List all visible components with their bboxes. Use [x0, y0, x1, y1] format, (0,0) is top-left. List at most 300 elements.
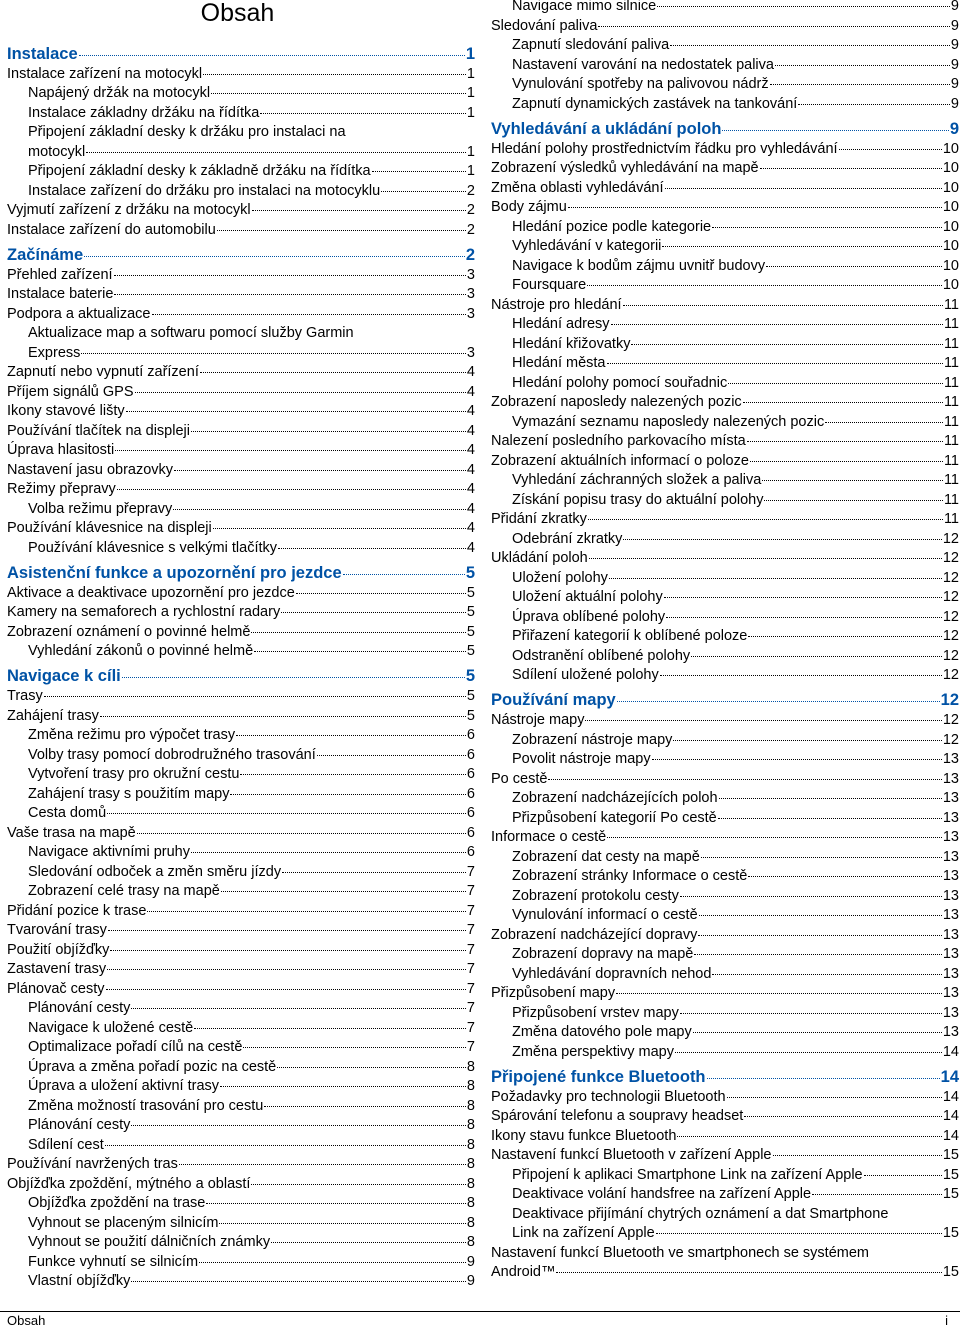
toc-entry-row	[491, 1088, 959, 1108]
toc-entry-label: Informace o cestě	[491, 829, 607, 845]
toc-entry-label: Přidání pozice k trase	[7, 902, 147, 919]
toc-entry-row	[491, 237, 959, 257]
toc-entry[interactable]	[7, 765, 475, 785]
toc-page-number: 10	[942, 140, 959, 157]
toc-heading-label: Navigace k cíli	[7, 667, 121, 685]
toc-page-number: 8	[466, 1136, 475, 1153]
toc-entry-label: Hledání polohy prostřednictvím řádku pro vyhledávání	[491, 140, 838, 157]
toc-entry-row	[7, 182, 475, 202]
toc-entry[interactable]	[7, 746, 475, 766]
toc-entry[interactable]	[7, 1116, 475, 1136]
toc-entry[interactable]	[491, 1088, 959, 1108]
dot-leader	[137, 833, 466, 834]
toc-entry[interactable]	[491, 75, 959, 95]
toc-entry[interactable]	[491, 335, 959, 355]
toc-entry[interactable]	[491, 867, 959, 887]
toc-page-number: 5	[466, 584, 475, 601]
toc-entry[interactable]	[491, 1166, 959, 1186]
toc-entry[interactable]	[7, 687, 475, 707]
toc-entry[interactable]	[491, 588, 959, 608]
toc-entry[interactable]	[7, 162, 475, 182]
toc-entry-row	[491, 257, 959, 277]
footer-divider	[0, 1311, 960, 1312]
toc-entry[interactable]	[491, 179, 959, 199]
toc-page-number: 8	[466, 1156, 475, 1172]
toc-entry[interactable]	[7, 221, 475, 241]
dot-leader	[660, 675, 942, 676]
toc-entry-label: Připojení základní desky k základně držáku na řídítka	[28, 163, 371, 179]
toc-entry-label: Foursquare	[512, 277, 587, 293]
toc-entry-label: Přizpůsobení kategorií Po cestě	[512, 809, 717, 826]
toc-entry-row	[491, 945, 959, 965]
toc-entry[interactable]	[7, 1019, 475, 1039]
toc-entry-row	[7, 665, 475, 687]
toc-entry[interactable]	[7, 182, 475, 202]
dot-leader	[762, 480, 943, 481]
toc-entry-row	[491, 452, 959, 472]
toc-entry[interactable]	[7, 1077, 475, 1097]
toc-entry[interactable]	[491, 789, 959, 809]
toc-entry-label: Deaktivace přijímání chytrých oznámení a dat Smartphone	[512, 1205, 889, 1222]
toc-entry[interactable]	[7, 539, 475, 559]
toc-page-number: 12	[942, 589, 959, 605]
toc-entry[interactable]	[491, 965, 959, 985]
toc-entry[interactable]	[491, 770, 959, 790]
toc-entry-row	[7, 285, 475, 305]
toc-entry-row	[491, 984, 959, 1004]
toc-entry[interactable]	[491, 647, 959, 667]
toc-entry-row	[7, 980, 475, 1000]
toc-entry[interactable]	[491, 296, 959, 316]
toc-page-number: 15	[942, 1186, 959, 1202]
toc-page-number: 6	[466, 727, 475, 743]
dot-leader	[698, 935, 942, 936]
toc-page-number: 4	[466, 520, 475, 536]
toc-entry[interactable]	[491, 608, 959, 628]
dot-leader	[147, 911, 465, 912]
toc-entry-row	[491, 140, 959, 160]
toc-entry[interactable]	[7, 1155, 475, 1175]
toc-page-number: 9	[950, 17, 959, 34]
toc-page-number: 3	[466, 344, 475, 361]
toc-entry[interactable]	[491, 666, 959, 686]
toc-entry-row	[7, 441, 475, 461]
toc-entry-label: Napájený držák na motocykl	[28, 85, 211, 101]
toc-entry-label: Uložení polohy	[512, 569, 608, 586]
dot-leader	[251, 632, 465, 633]
toc-entry[interactable]	[7, 266, 475, 286]
toc-entry-row	[491, 0, 959, 17]
toc-entry-label: Sdílení cest	[28, 1136, 104, 1153]
toc-section-heading[interactable]	[7, 562, 475, 582]
dot-leader	[179, 1164, 466, 1165]
dot-leader	[712, 227, 942, 228]
toc-entry[interactable]	[491, 237, 959, 257]
toc-entry[interactable]	[491, 159, 959, 179]
toc-section-heading[interactable]	[491, 689, 959, 709]
toc-entry[interactable]	[7, 902, 475, 922]
toc-entry[interactable]	[491, 393, 959, 413]
toc-entry[interactable]	[491, 828, 959, 848]
toc-entry-label: Přiřazení kategorií k oblíbené poloze	[512, 628, 748, 644]
toc-page-number: 9	[950, 56, 959, 73]
toc-page-number: 5	[466, 688, 475, 704]
toc-entry-row	[7, 43, 475, 65]
toc-entry-label: Používání tlačítek na displeji	[7, 422, 190, 439]
toc-entry-label: Funkce vyhnutí se silnicím	[28, 1253, 199, 1270]
dot-leader	[221, 891, 466, 892]
toc-page-number: 11	[943, 355, 959, 371]
toc-entry[interactable]	[7, 882, 475, 902]
toc-entry-row	[7, 104, 475, 124]
toc-entry-row	[491, 56, 959, 76]
toc-page-number: 8	[466, 1117, 475, 1133]
toc-entry[interactable]	[7, 285, 475, 305]
toc-entry[interactable]	[491, 1146, 959, 1166]
toc-section-heading[interactable]	[491, 1066, 959, 1086]
toc-entry-row	[491, 1043, 959, 1063]
toc-entry-label: Změna perspektivy mapy	[512, 1043, 674, 1060]
toc-page-number: 1	[466, 85, 475, 101]
toc-entry-label: Úprava hlasitosti	[7, 442, 115, 458]
dot-leader	[666, 617, 942, 618]
toc-page-number: 14	[942, 1088, 959, 1105]
toc-entry[interactable]	[7, 383, 475, 403]
dot-leader	[191, 852, 466, 853]
toc-entry-row	[7, 707, 475, 727]
toc-page-number: 12	[942, 569, 959, 586]
toc-entry[interactable]	[7, 785, 475, 805]
toc-entry[interactable]	[491, 0, 959, 17]
toc-entry[interactable]	[491, 926, 959, 946]
toc-page-number: 4	[466, 481, 475, 497]
dot-leader	[587, 285, 942, 286]
toc-entry-row	[491, 926, 959, 946]
dot-leader	[609, 578, 942, 579]
dot-leader	[220, 1086, 466, 1087]
toc-entry[interactable]	[7, 500, 475, 520]
toc-entry-label: Instalace základny držáku na řídítka	[28, 104, 260, 121]
toc-entry-row	[491, 1224, 959, 1244]
toc-entry-label: Instalace baterie	[7, 286, 114, 302]
dot-leader	[694, 954, 942, 955]
toc-entry-row	[491, 335, 959, 355]
toc-entry-label: Zobrazení oznámení o povinné helmě	[7, 623, 251, 640]
toc-entry[interactable]	[7, 305, 475, 325]
toc-entry-label: Zobrazení nadcházejících poloh	[512, 790, 718, 806]
toc-entry[interactable]	[7, 480, 475, 500]
toc-entry[interactable]	[491, 1205, 959, 1244]
toc-entry[interactable]	[491, 36, 959, 56]
dot-leader	[864, 1175, 942, 1176]
toc-entry-label: Po cestě	[491, 770, 548, 787]
toc-page-number: 11	[943, 472, 959, 488]
toc-entry[interactable]	[491, 809, 959, 829]
toc-entry[interactable]	[7, 104, 475, 124]
toc-entry[interactable]	[7, 441, 475, 461]
toc-entry[interactable]	[491, 848, 959, 868]
dot-leader	[108, 930, 466, 931]
toc-entry-row	[7, 422, 475, 442]
toc-page-number: 4	[466, 539, 475, 556]
dot-leader	[81, 353, 466, 354]
toc-page-number: 9	[949, 119, 959, 138]
dot-leader	[251, 1184, 465, 1185]
dot-leader	[110, 950, 466, 951]
toc-entry-row	[7, 363, 475, 383]
toc-entry[interactable]	[491, 984, 959, 1004]
toc-page-number: 13	[942, 887, 959, 904]
toc-entry-row	[491, 627, 959, 647]
toc-entry[interactable]	[7, 422, 475, 442]
dot-leader	[656, 1233, 942, 1234]
toc-entry-row	[7, 1272, 475, 1292]
toc-entry-row	[491, 179, 959, 199]
toc-entry[interactable]	[7, 84, 475, 104]
dot-leader	[100, 716, 466, 717]
toc-entry[interactable]	[491, 1023, 959, 1043]
toc-entry[interactable]	[491, 491, 959, 511]
toc-page-number: 5	[466, 623, 475, 640]
dot-leader	[691, 656, 942, 657]
toc-entry-row	[7, 519, 475, 539]
toc-entry-label: Zapnutí dynamických zastávek na tankování	[512, 95, 798, 112]
toc-entry[interactable]	[491, 711, 959, 731]
toc-entry-row	[7, 804, 475, 824]
toc-page-number: 12	[942, 628, 959, 644]
toc-page-number: 11	[943, 374, 959, 391]
toc-entry-row	[7, 84, 475, 104]
dot-leader	[211, 93, 466, 94]
toc-entry-row	[491, 731, 959, 751]
toc-entry-label: Změna režimu pro výpočet trasy	[28, 727, 236, 743]
toc-entry-row	[491, 118, 959, 140]
toc-entry[interactable]	[491, 731, 959, 751]
toc-entry[interactable]	[491, 1004, 959, 1024]
toc-entry[interactable]	[7, 519, 475, 539]
toc-entry[interactable]	[7, 1233, 475, 1253]
toc-entry-row	[491, 315, 959, 335]
toc-entry-label: Zapnutí nebo vypnutí zařízení	[7, 364, 199, 380]
toc-section-heading[interactable]	[7, 244, 475, 264]
toc-entry[interactable]	[7, 707, 475, 727]
toc-entry[interactable]	[491, 17, 959, 37]
toc-entry[interactable]	[7, 461, 475, 481]
toc-page-number: 4	[466, 383, 475, 400]
toc-page-number: 12	[942, 647, 959, 664]
toc-entry-label: Zobrazení výsledků vyhledávání na mapě	[491, 160, 759, 176]
toc-entry-label: Vyhledání zákonů o povinné helmě	[28, 643, 254, 659]
toc-entry[interactable]	[7, 402, 475, 422]
toc-page-number: 4	[466, 461, 475, 478]
toc-entry-label: Hledání pozice podle kategorie	[512, 218, 712, 235]
toc-entry-row	[7, 1175, 475, 1195]
toc-entry-label: Nastavení funkcí Bluetooth ve smartphonech se systémem	[491, 1244, 869, 1261]
toc-entry-label: Vyjmutí zařízení z držáku na motocykl	[7, 202, 251, 218]
toc-entry[interactable]	[7, 1038, 475, 1058]
toc-page-number: 11	[943, 452, 959, 469]
toc-entry-label: Objížďka zpoždění, mýtného a oblastí	[7, 1175, 251, 1192]
toc-entry-label: Deaktivace volání handsfree na zařízení Apple	[512, 1186, 812, 1202]
toc-page-number: 8	[466, 1214, 475, 1231]
toc-entry[interactable]	[491, 1185, 959, 1205]
toc-entry-row	[7, 162, 475, 182]
dot-leader	[598, 26, 950, 27]
toc-entry[interactable]	[7, 201, 475, 221]
toc-page-number: 3	[466, 305, 475, 322]
toc-page-number: 7	[466, 980, 475, 997]
toc-entry-label: Kamery na semaforech a rychlostní radary	[7, 604, 281, 620]
toc-entry-row	[7, 1155, 475, 1175]
toc-entry[interactable]	[491, 1244, 959, 1283]
toc-page-number: 1	[466, 143, 475, 160]
toc-entry[interactable]	[491, 627, 959, 647]
dot-leader	[670, 45, 950, 46]
toc-page-number: 1	[466, 104, 475, 121]
toc-entry[interactable]	[7, 1136, 475, 1156]
toc-entry[interactable]	[7, 584, 475, 604]
toc-entry[interactable]	[7, 999, 475, 1019]
toc-entry[interactable]	[491, 374, 959, 394]
toc-entry[interactable]	[491, 569, 959, 589]
toc-entry-label: Instalace zařízení na motocykl	[7, 65, 203, 82]
toc-entry[interactable]	[7, 603, 475, 623]
dot-leader	[86, 152, 466, 153]
toc-entry-label: Zobrazení aktuálních informací o poloze	[491, 452, 749, 469]
toc-entry-row	[491, 588, 959, 608]
dot-leader	[317, 755, 466, 756]
dot-leader	[131, 1125, 466, 1126]
toc-entry-label: Tvarování trasy	[7, 922, 107, 938]
toc-section-heading[interactable]	[7, 43, 475, 63]
dot-leader	[743, 402, 943, 403]
toc-entry[interactable]	[7, 941, 475, 961]
toc-entry[interactable]	[491, 530, 959, 550]
toc-entry[interactable]	[7, 863, 475, 883]
toc-entry[interactable]	[7, 726, 475, 746]
toc-entry[interactable]	[491, 510, 959, 530]
toc-page-number: 9	[466, 1273, 475, 1289]
toc-entry-row	[7, 266, 475, 286]
toc-entry-label: Režimy přepravy	[7, 481, 116, 497]
toc-entry[interactable]	[7, 1175, 475, 1195]
toc-page-number: 7	[466, 1000, 475, 1016]
toc-page-number: 11	[943, 433, 959, 449]
toc-entry[interactable]	[491, 1107, 959, 1127]
toc-entry-row	[7, 785, 475, 805]
toc-entry[interactable]	[491, 906, 959, 926]
toc-entry[interactable]	[7, 363, 475, 383]
toc-page-number: 11	[943, 394, 959, 410]
toc-entry[interactable]	[491, 218, 959, 238]
toc-entry[interactable]	[7, 1097, 475, 1117]
toc-entry[interactable]	[491, 198, 959, 218]
toc-section-heading[interactable]	[7, 665, 475, 685]
toc-entry[interactable]	[491, 413, 959, 433]
toc-entry-row	[491, 770, 959, 790]
toc-entry[interactable]	[491, 945, 959, 965]
toc-page-number: 5	[466, 643, 475, 659]
toc-entry[interactable]	[491, 95, 959, 115]
toc-entry[interactable]	[491, 276, 959, 296]
toc-page-number: 1	[465, 44, 475, 63]
toc-entry-row	[491, 1185, 959, 1205]
dot-leader	[203, 74, 466, 75]
toc-entry[interactable]	[7, 1253, 475, 1273]
toc-entry[interactable]	[7, 960, 475, 980]
toc-page-number: 5	[466, 707, 475, 724]
toc-entry[interactable]	[7, 623, 475, 643]
toc-entry-row	[491, 1127, 959, 1147]
toc-entry-row	[7, 1038, 475, 1058]
toc-entry[interactable]	[7, 980, 475, 1000]
toc-entry[interactable]	[7, 824, 475, 844]
toc-entry-label: Nastavení jasu obrazovky	[7, 461, 174, 478]
toc-page-number: 15	[942, 1166, 959, 1183]
dot-leader	[106, 989, 466, 990]
dot-leader	[174, 470, 466, 471]
toc-entry[interactable]	[7, 1058, 475, 1078]
dot-leader	[152, 314, 466, 315]
toc-entry[interactable]	[491, 354, 959, 374]
toc-page-number: 11	[943, 413, 959, 430]
toc-entry[interactable]	[491, 56, 959, 76]
toc-entry-row	[491, 413, 959, 433]
toc-entry[interactable]	[491, 140, 959, 160]
toc-entry-label: Ikony stavové lišty	[7, 403, 125, 419]
toc-entry[interactable]	[7, 843, 475, 863]
toc-page-number: 5	[465, 563, 475, 582]
toc-entry-row	[491, 530, 959, 550]
toc-entry-row	[491, 17, 959, 37]
toc-entry[interactable]	[7, 642, 475, 662]
toc-entry-row	[7, 584, 475, 604]
toc-entry[interactable]	[491, 315, 959, 335]
toc-entry[interactable]	[491, 1043, 959, 1063]
toc-entry-row	[7, 941, 475, 961]
toc-entry-row	[491, 666, 959, 686]
toc-entry[interactable]	[491, 750, 959, 770]
toc-entry[interactable]	[7, 123, 475, 162]
toc-entry-label: Zahájení trasy	[7, 707, 99, 724]
toc-entry[interactable]	[491, 452, 959, 472]
toc-entry[interactable]	[7, 65, 475, 85]
toc-entry[interactable]	[491, 471, 959, 491]
toc-entry[interactable]	[491, 887, 959, 907]
toc-section-heading[interactable]	[491, 118, 959, 138]
toc-entry[interactable]	[491, 432, 959, 452]
toc-entry[interactable]	[491, 549, 959, 569]
toc-entry[interactable]	[7, 1194, 475, 1214]
toc-entry-label: Vyhnout se použití dálničních známky	[28, 1234, 271, 1250]
toc-entry-row	[491, 276, 959, 296]
toc-page-number: 3	[466, 266, 475, 283]
toc-entry[interactable]	[7, 1214, 475, 1234]
dot-leader	[680, 896, 942, 897]
toc-entry-label: Vyhledávání dopravních nehod	[512, 965, 712, 982]
toc-entry[interactable]	[491, 1127, 959, 1147]
toc-entry[interactable]	[7, 804, 475, 824]
toc-entry[interactable]	[7, 324, 475, 363]
toc-entry[interactable]	[7, 921, 475, 941]
dot-leader	[675, 1052, 942, 1053]
toc-entry-label: Změna datového pole mapy	[512, 1024, 692, 1040]
toc-entry[interactable]	[7, 1272, 475, 1292]
toc-page-number: 4	[466, 364, 475, 380]
toc-entry-label: Změna možností trasování pro cestu	[28, 1097, 264, 1114]
toc-entry-row	[7, 539, 475, 559]
toc-entry[interactable]	[491, 257, 959, 277]
